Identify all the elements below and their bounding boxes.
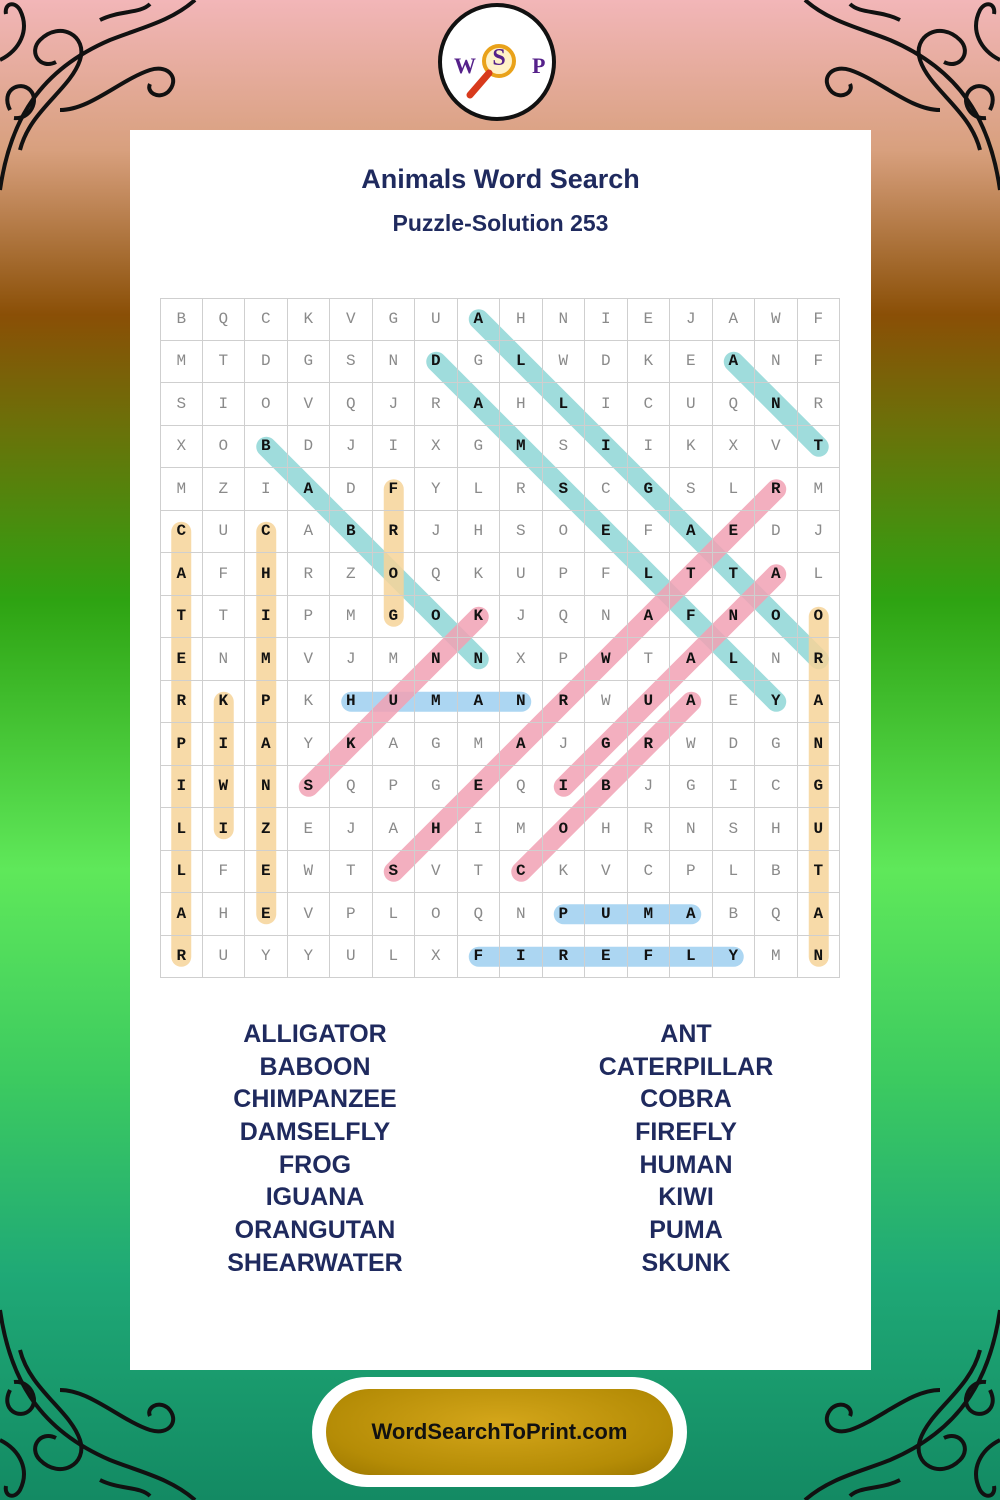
grid-cell[interactable]: M <box>415 681 458 724</box>
grid-cell[interactable]: O <box>415 893 458 936</box>
grid-cell[interactable]: A <box>245 723 288 766</box>
grid-cell[interactable]: W <box>585 681 628 724</box>
grid-cell[interactable]: P <box>543 638 586 681</box>
grid-cell[interactable]: L <box>628 553 671 596</box>
grid-cell[interactable]: T <box>160 596 203 639</box>
grid-cell[interactable]: E <box>160 638 203 681</box>
grid-cell[interactable]: I <box>543 766 586 809</box>
grid-cell[interactable]: R <box>373 511 416 554</box>
word-list-item: HUMAN <box>639 1150 733 1179</box>
grid-cell[interactable]: Q <box>755 893 798 936</box>
grid-cell[interactable]: Y <box>288 723 331 766</box>
word-list-item: COBRA <box>640 1085 732 1114</box>
grid-cell[interactable]: L <box>713 638 756 681</box>
grid-cell[interactable]: U <box>373 681 416 724</box>
grid-cell[interactable]: N <box>203 638 246 681</box>
grid-cell[interactable]: N <box>670 808 713 851</box>
grid-cell[interactable]: H <box>203 893 246 936</box>
grid-cell[interactable]: I <box>160 766 203 809</box>
grid-cell[interactable]: J <box>373 383 416 426</box>
word-list-item: CATERPILLAR <box>598 1052 774 1081</box>
grid-cell[interactable]: N <box>755 383 798 426</box>
grid-cell[interactable]: M <box>798 468 841 511</box>
grid-cell[interactable]: U <box>628 681 671 724</box>
grid-cell[interactable]: Z <box>330 553 373 596</box>
grid-cell[interactable]: P <box>670 851 713 894</box>
word-list-item: SHEARWATER <box>227 1248 403 1277</box>
grid-cell[interactable]: M <box>160 341 203 384</box>
grid-cell[interactable]: C <box>500 851 543 894</box>
grid-cell[interactable]: A <box>458 298 501 341</box>
grid-cell[interactable]: U <box>203 511 246 554</box>
grid-cell[interactable]: J <box>415 511 458 554</box>
site-link-label[interactable]: WordSearchToPrint.com <box>326 1389 673 1475</box>
grid-cell[interactable]: J <box>500 596 543 639</box>
grid-cell[interactable]: Q <box>543 596 586 639</box>
word-list-item: IGUANA <box>265 1183 365 1212</box>
grid-cell[interactable]: R <box>543 681 586 724</box>
grid-cell[interactable]: P <box>288 596 331 639</box>
grid-cell[interactable]: W <box>670 723 713 766</box>
grid-cell[interactable]: U <box>330 936 373 979</box>
grid-cell[interactable]: D <box>755 511 798 554</box>
grid-cell[interactable]: V <box>755 426 798 469</box>
grid-cell[interactable]: P <box>330 893 373 936</box>
grid-cell[interactable]: I <box>203 808 246 851</box>
grid-cell[interactable]: I <box>373 426 416 469</box>
grid-cell[interactable]: O <box>203 426 246 469</box>
grid-cell[interactable]: N <box>245 766 288 809</box>
grid-cell[interactable]: F <box>203 553 246 596</box>
grid-cell[interactable]: N <box>713 596 756 639</box>
grid-cell[interactable]: K <box>458 553 501 596</box>
grid-cell[interactable]: I <box>628 426 671 469</box>
grid-cell[interactable]: P <box>160 723 203 766</box>
grid-cell[interactable]: G <box>755 723 798 766</box>
grid-cell[interactable]: A <box>373 723 416 766</box>
grid-cell[interactable]: E <box>245 851 288 894</box>
word-list-item: KIWI <box>658 1183 714 1212</box>
grid-cell[interactable]: I <box>585 383 628 426</box>
grid-cell[interactable]: H <box>245 553 288 596</box>
grid-cell[interactable]: O <box>798 596 841 639</box>
grid-cell[interactable]: O <box>755 596 798 639</box>
grid-cell[interactable]: L <box>500 341 543 384</box>
grid-cell[interactable]: T <box>670 553 713 596</box>
grid-cell[interactable]: U <box>798 808 841 851</box>
grid-cell[interactable]: U <box>670 383 713 426</box>
grid-cell[interactable]: F <box>628 511 671 554</box>
grid-cell[interactable]: B <box>160 298 203 341</box>
site-link-button[interactable] <box>312 1377 687 1487</box>
grid-cell[interactable]: P <box>543 553 586 596</box>
grid-cell[interactable]: L <box>713 468 756 511</box>
grid-cell[interactable]: M <box>160 468 203 511</box>
grid-cell[interactable]: K <box>543 851 586 894</box>
grid-cell[interactable]: R <box>500 468 543 511</box>
grid-cell[interactable]: T <box>798 426 841 469</box>
grid-cell[interactable]: O <box>543 511 586 554</box>
grid-cell[interactable]: S <box>543 468 586 511</box>
puzzle-subtitle: Puzzle-Solution 253 <box>392 210 609 236</box>
grid-cell[interactable]: A <box>713 341 756 384</box>
grid-cell[interactable]: Q <box>203 298 246 341</box>
grid-cell[interactable]: H <box>585 808 628 851</box>
grid-cell[interactable]: T <box>203 341 246 384</box>
word-list-item: FROG <box>278 1150 352 1179</box>
grid-cell[interactable]: E <box>713 681 756 724</box>
grid-cell[interactable]: X <box>415 426 458 469</box>
grid-cell[interactable]: A <box>500 723 543 766</box>
word-list-item: SKUNK <box>641 1248 731 1277</box>
grid-cell[interactable]: F <box>458 936 501 979</box>
grid-cell[interactable]: B <box>585 766 628 809</box>
grid-cell[interactable]: Q <box>330 383 373 426</box>
grid-cell[interactable]: L <box>543 383 586 426</box>
grid-cell[interactable]: F <box>798 298 841 341</box>
grid-cell[interactable]: C <box>160 511 203 554</box>
grid-cell[interactable]: V <box>288 893 331 936</box>
logo-letter-s: S <box>492 45 506 71</box>
grid-cell[interactable]: M <box>500 426 543 469</box>
grid-cell[interactable]: E <box>628 298 671 341</box>
grid-cell[interactable]: A <box>458 383 501 426</box>
grid-cell[interactable]: V <box>585 851 628 894</box>
grid-cell[interactable]: X <box>713 426 756 469</box>
grid-cell[interactable]: F <box>373 468 416 511</box>
grid-cell[interactable]: I <box>500 936 543 979</box>
grid-cell[interactable]: H <box>415 808 458 851</box>
grid-cell[interactable]: W <box>543 341 586 384</box>
grid-cell[interactable]: G <box>373 596 416 639</box>
word-list-item: PUMA <box>649 1216 723 1245</box>
grid-cell[interactable]: D <box>288 426 331 469</box>
grid-cell[interactable]: R <box>288 553 331 596</box>
grid-cell[interactable]: F <box>628 936 671 979</box>
grid-cell[interactable]: A <box>670 893 713 936</box>
word-list-item: ORANGUTAN <box>234 1216 396 1245</box>
grid-cell[interactable]: N <box>458 638 501 681</box>
grid-cell[interactable]: Y <box>415 468 458 511</box>
grid-cell[interactable]: G <box>415 723 458 766</box>
grid-cell[interactable]: Q <box>330 766 373 809</box>
grid-cell[interactable]: E <box>245 893 288 936</box>
word-list-item: CHIMPANZEE <box>233 1085 397 1114</box>
grid-cell[interactable]: U <box>415 298 458 341</box>
letter-grid <box>160 298 840 978</box>
grid-cell[interactable]: N <box>798 723 841 766</box>
grid-cell[interactable]: I <box>203 723 246 766</box>
grid-cell[interactable]: A <box>798 681 841 724</box>
grid-cell[interactable]: D <box>330 468 373 511</box>
grid-cell[interactable]: K <box>203 681 246 724</box>
grid-cell[interactable]: M <box>245 638 288 681</box>
grid-cell[interactable]: N <box>755 341 798 384</box>
grid-cell[interactable]: L <box>458 468 501 511</box>
grid-cell[interactable]: G <box>458 426 501 469</box>
word-list-item: ALLIGATOR <box>243 1020 387 1048</box>
grid-cell[interactable]: H <box>500 298 543 341</box>
grid-cell[interactable]: V <box>415 851 458 894</box>
grid-cell[interactable]: L <box>798 553 841 596</box>
grid-cell[interactable]: V <box>288 638 331 681</box>
grid-cell[interactable]: G <box>415 766 458 809</box>
grid-cell[interactable]: L <box>373 936 416 979</box>
grid-cell[interactable]: G <box>373 298 416 341</box>
grid-cell[interactable]: Y <box>713 936 756 979</box>
grid-cell[interactable]: A <box>458 681 501 724</box>
grid-cell[interactable]: G <box>585 723 628 766</box>
grid-cell[interactable]: D <box>245 341 288 384</box>
grid-cell[interactable]: R <box>543 936 586 979</box>
grid-cell[interactable]: B <box>713 893 756 936</box>
grid-cell[interactable]: K <box>670 426 713 469</box>
grid-cell[interactable]: K <box>330 723 373 766</box>
grid-cell[interactable]: E <box>288 808 331 851</box>
grid-cell[interactable]: G <box>628 468 671 511</box>
grid-cell[interactable]: S <box>713 808 756 851</box>
grid-cell[interactable]: S <box>500 511 543 554</box>
grid-cell[interactable]: W <box>203 766 246 809</box>
grid-cell[interactable]: I <box>458 808 501 851</box>
grid-cell[interactable]: J <box>330 808 373 851</box>
grid-cell[interactable]: O <box>373 553 416 596</box>
grid-cell[interactable]: K <box>458 596 501 639</box>
grid-cell[interactable]: W <box>755 298 798 341</box>
grid-cell[interactable]: O <box>543 808 586 851</box>
grid-cell[interactable]: S <box>670 468 713 511</box>
word-search-board <box>160 298 840 978</box>
grid-cell[interactable]: R <box>628 723 671 766</box>
grid-cell[interactable]: Q <box>458 893 501 936</box>
grid-cell[interactable]: L <box>160 808 203 851</box>
grid-cell[interactable]: S <box>330 341 373 384</box>
grid-cell[interactable]: A <box>670 638 713 681</box>
grid-cell[interactable]: U <box>585 893 628 936</box>
grid-cell[interactable]: N <box>543 298 586 341</box>
grid-cell[interactable]: P <box>373 766 416 809</box>
grid-cell[interactable]: Z <box>245 808 288 851</box>
grid-cell[interactable]: K <box>288 681 331 724</box>
grid-cell[interactable]: I <box>713 766 756 809</box>
grid-cell[interactable]: A <box>373 808 416 851</box>
grid-cell[interactable]: H <box>500 383 543 426</box>
grid-cell[interactable]: L <box>713 851 756 894</box>
grid-cell[interactable]: Y <box>288 936 331 979</box>
grid-cell[interactable]: I <box>585 298 628 341</box>
wsp-logo[interactable] <box>438 3 556 121</box>
grid-cell[interactable]: A <box>288 468 331 511</box>
grid-cell[interactable]: S <box>373 851 416 894</box>
grid-cell[interactable]: A <box>628 596 671 639</box>
grid-cell[interactable]: D <box>713 723 756 766</box>
grid-cell[interactable]: E <box>585 936 628 979</box>
grid-cell[interactable]: N <box>500 681 543 724</box>
grid-cell[interactable]: S <box>543 426 586 469</box>
grid-cell[interactable]: N <box>373 341 416 384</box>
grid-cell[interactable]: Y <box>245 936 288 979</box>
grid-cell[interactable]: T <box>628 638 671 681</box>
grid-cell[interactable]: M <box>628 893 671 936</box>
grid-cell[interactable]: D <box>415 341 458 384</box>
grid-cell[interactable]: U <box>500 553 543 596</box>
grid-cell[interactable]: A <box>160 893 203 936</box>
grid-cell[interactable]: W <box>288 851 331 894</box>
grid-cell[interactable]: D <box>585 341 628 384</box>
grid-cell[interactable]: N <box>585 596 628 639</box>
grid-cell[interactable]: E <box>458 766 501 809</box>
grid-cell[interactable]: X <box>160 426 203 469</box>
grid-cell[interactable]: I <box>245 596 288 639</box>
grid-cell[interactable]: A <box>798 893 841 936</box>
word-list-item: BABOON <box>259 1052 371 1081</box>
grid-cell[interactable]: K <box>628 341 671 384</box>
puzzle-title: Animals Word Search <box>361 164 640 194</box>
grid-cell[interactable]: R <box>798 383 841 426</box>
grid-cell[interactable]: C <box>755 766 798 809</box>
grid-cell[interactable]: U <box>203 936 246 979</box>
grid-cell[interactable]: S <box>288 766 331 809</box>
grid-cell[interactable]: G <box>670 766 713 809</box>
grid-cell[interactable]: K <box>288 298 331 341</box>
grid-cell[interactable]: R <box>415 383 458 426</box>
grid-cell[interactable]: S <box>160 383 203 426</box>
grid-cell[interactable]: T <box>798 851 841 894</box>
grid-cell[interactable]: F <box>798 341 841 384</box>
grid-cell[interactable]: A <box>670 511 713 554</box>
grid-cell[interactable]: L <box>160 851 203 894</box>
grid-cell[interactable]: G <box>458 341 501 384</box>
grid-cell[interactable]: C <box>628 851 671 894</box>
word-list-item: FIREFLY <box>635 1118 737 1147</box>
grid-cell[interactable]: P <box>245 681 288 724</box>
grid-cell[interactable]: M <box>458 723 501 766</box>
grid-cell[interactable]: J <box>330 426 373 469</box>
grid-cell[interactable]: B <box>245 426 288 469</box>
grid-cell[interactable]: G <box>798 766 841 809</box>
grid-cell[interactable]: H <box>755 808 798 851</box>
grid-cell[interactable]: L <box>670 936 713 979</box>
grid-cell[interactable]: E <box>713 511 756 554</box>
grid-cell[interactable]: H <box>458 511 501 554</box>
grid-cell[interactable]: F <box>670 596 713 639</box>
grid-cell[interactable]: A <box>670 681 713 724</box>
grid-cell[interactable]: Q <box>415 553 458 596</box>
grid-cell[interactable]: Q <box>713 383 756 426</box>
grid-cell[interactable]: M <box>500 808 543 851</box>
grid-cell[interactable]: C <box>628 383 671 426</box>
grid-cell[interactable]: M <box>373 638 416 681</box>
grid-cell[interactable]: T <box>203 596 246 639</box>
grid-cell[interactable]: T <box>713 553 756 596</box>
word-list-item: DAMSELFLY <box>239 1118 391 1147</box>
grid-cell[interactable]: R <box>160 681 203 724</box>
word-list-item: ANT <box>660 1020 712 1048</box>
logo-letter-w: W <box>454 53 476 78</box>
grid-cell[interactable]: A <box>713 298 756 341</box>
grid-cell[interactable]: Q <box>500 766 543 809</box>
grid-cell[interactable]: C <box>245 511 288 554</box>
grid-cell[interactable]: G <box>288 341 331 384</box>
grid-cell[interactable]: B <box>330 511 373 554</box>
grid-cell[interactable]: W <box>585 638 628 681</box>
grid-cell[interactable]: I <box>245 468 288 511</box>
word-list-right <box>501 1018 871 1280</box>
grid-cell[interactable]: T <box>458 851 501 894</box>
grid-cell[interactable]: J <box>670 298 713 341</box>
grid-cell[interactable]: F <box>585 553 628 596</box>
grid-cell[interactable]: J <box>628 766 671 809</box>
grid-cell[interactable]: M <box>755 936 798 979</box>
grid-cell[interactable]: R <box>160 936 203 979</box>
grid-cell[interactable]: A <box>288 511 331 554</box>
grid-cell[interactable]: C <box>245 298 288 341</box>
grid-cell[interactable]: J <box>330 638 373 681</box>
grid-cell[interactable]: B <box>755 851 798 894</box>
grid-cell[interactable]: O <box>415 596 458 639</box>
grid-cell[interactable]: R <box>628 808 671 851</box>
grid-cell[interactable]: O <box>245 383 288 426</box>
grid-cell[interactable]: L <box>373 893 416 936</box>
grid-cell[interactable]: R <box>798 638 841 681</box>
grid-cell[interactable]: Y <box>755 681 798 724</box>
logo-letter-p: P <box>532 53 546 78</box>
grid-cell[interactable]: E <box>670 341 713 384</box>
word-list-left <box>130 1018 500 1280</box>
grid-cell[interactable]: J <box>798 511 841 554</box>
grid-cell[interactable]: V <box>330 298 373 341</box>
grid-cell[interactable]: A <box>160 553 203 596</box>
grid-cell[interactable]: I <box>203 383 246 426</box>
grid-cell[interactable]: X <box>500 638 543 681</box>
grid-cell[interactable]: X <box>415 936 458 979</box>
grid-cell[interactable]: F <box>203 851 246 894</box>
grid-cell[interactable]: N <box>798 936 841 979</box>
grid-cell[interactable]: J <box>543 723 586 766</box>
grid-cell[interactable]: C <box>585 468 628 511</box>
grid-cell[interactable]: V <box>288 383 331 426</box>
grid-cell[interactable]: A <box>755 553 798 596</box>
grid-cell[interactable]: N <box>415 638 458 681</box>
grid-cell[interactable]: H <box>330 681 373 724</box>
grid-cell[interactable]: T <box>330 851 373 894</box>
grid-cell[interactable]: N <box>755 638 798 681</box>
grid-cell[interactable]: P <box>543 893 586 936</box>
grid-cell[interactable]: M <box>330 596 373 639</box>
grid-cell[interactable]: Z <box>203 468 246 511</box>
grid-cell[interactable]: E <box>585 511 628 554</box>
grid-cell[interactable]: I <box>585 426 628 469</box>
grid-cell[interactable]: N <box>500 893 543 936</box>
grid-cell[interactable]: R <box>755 468 798 511</box>
